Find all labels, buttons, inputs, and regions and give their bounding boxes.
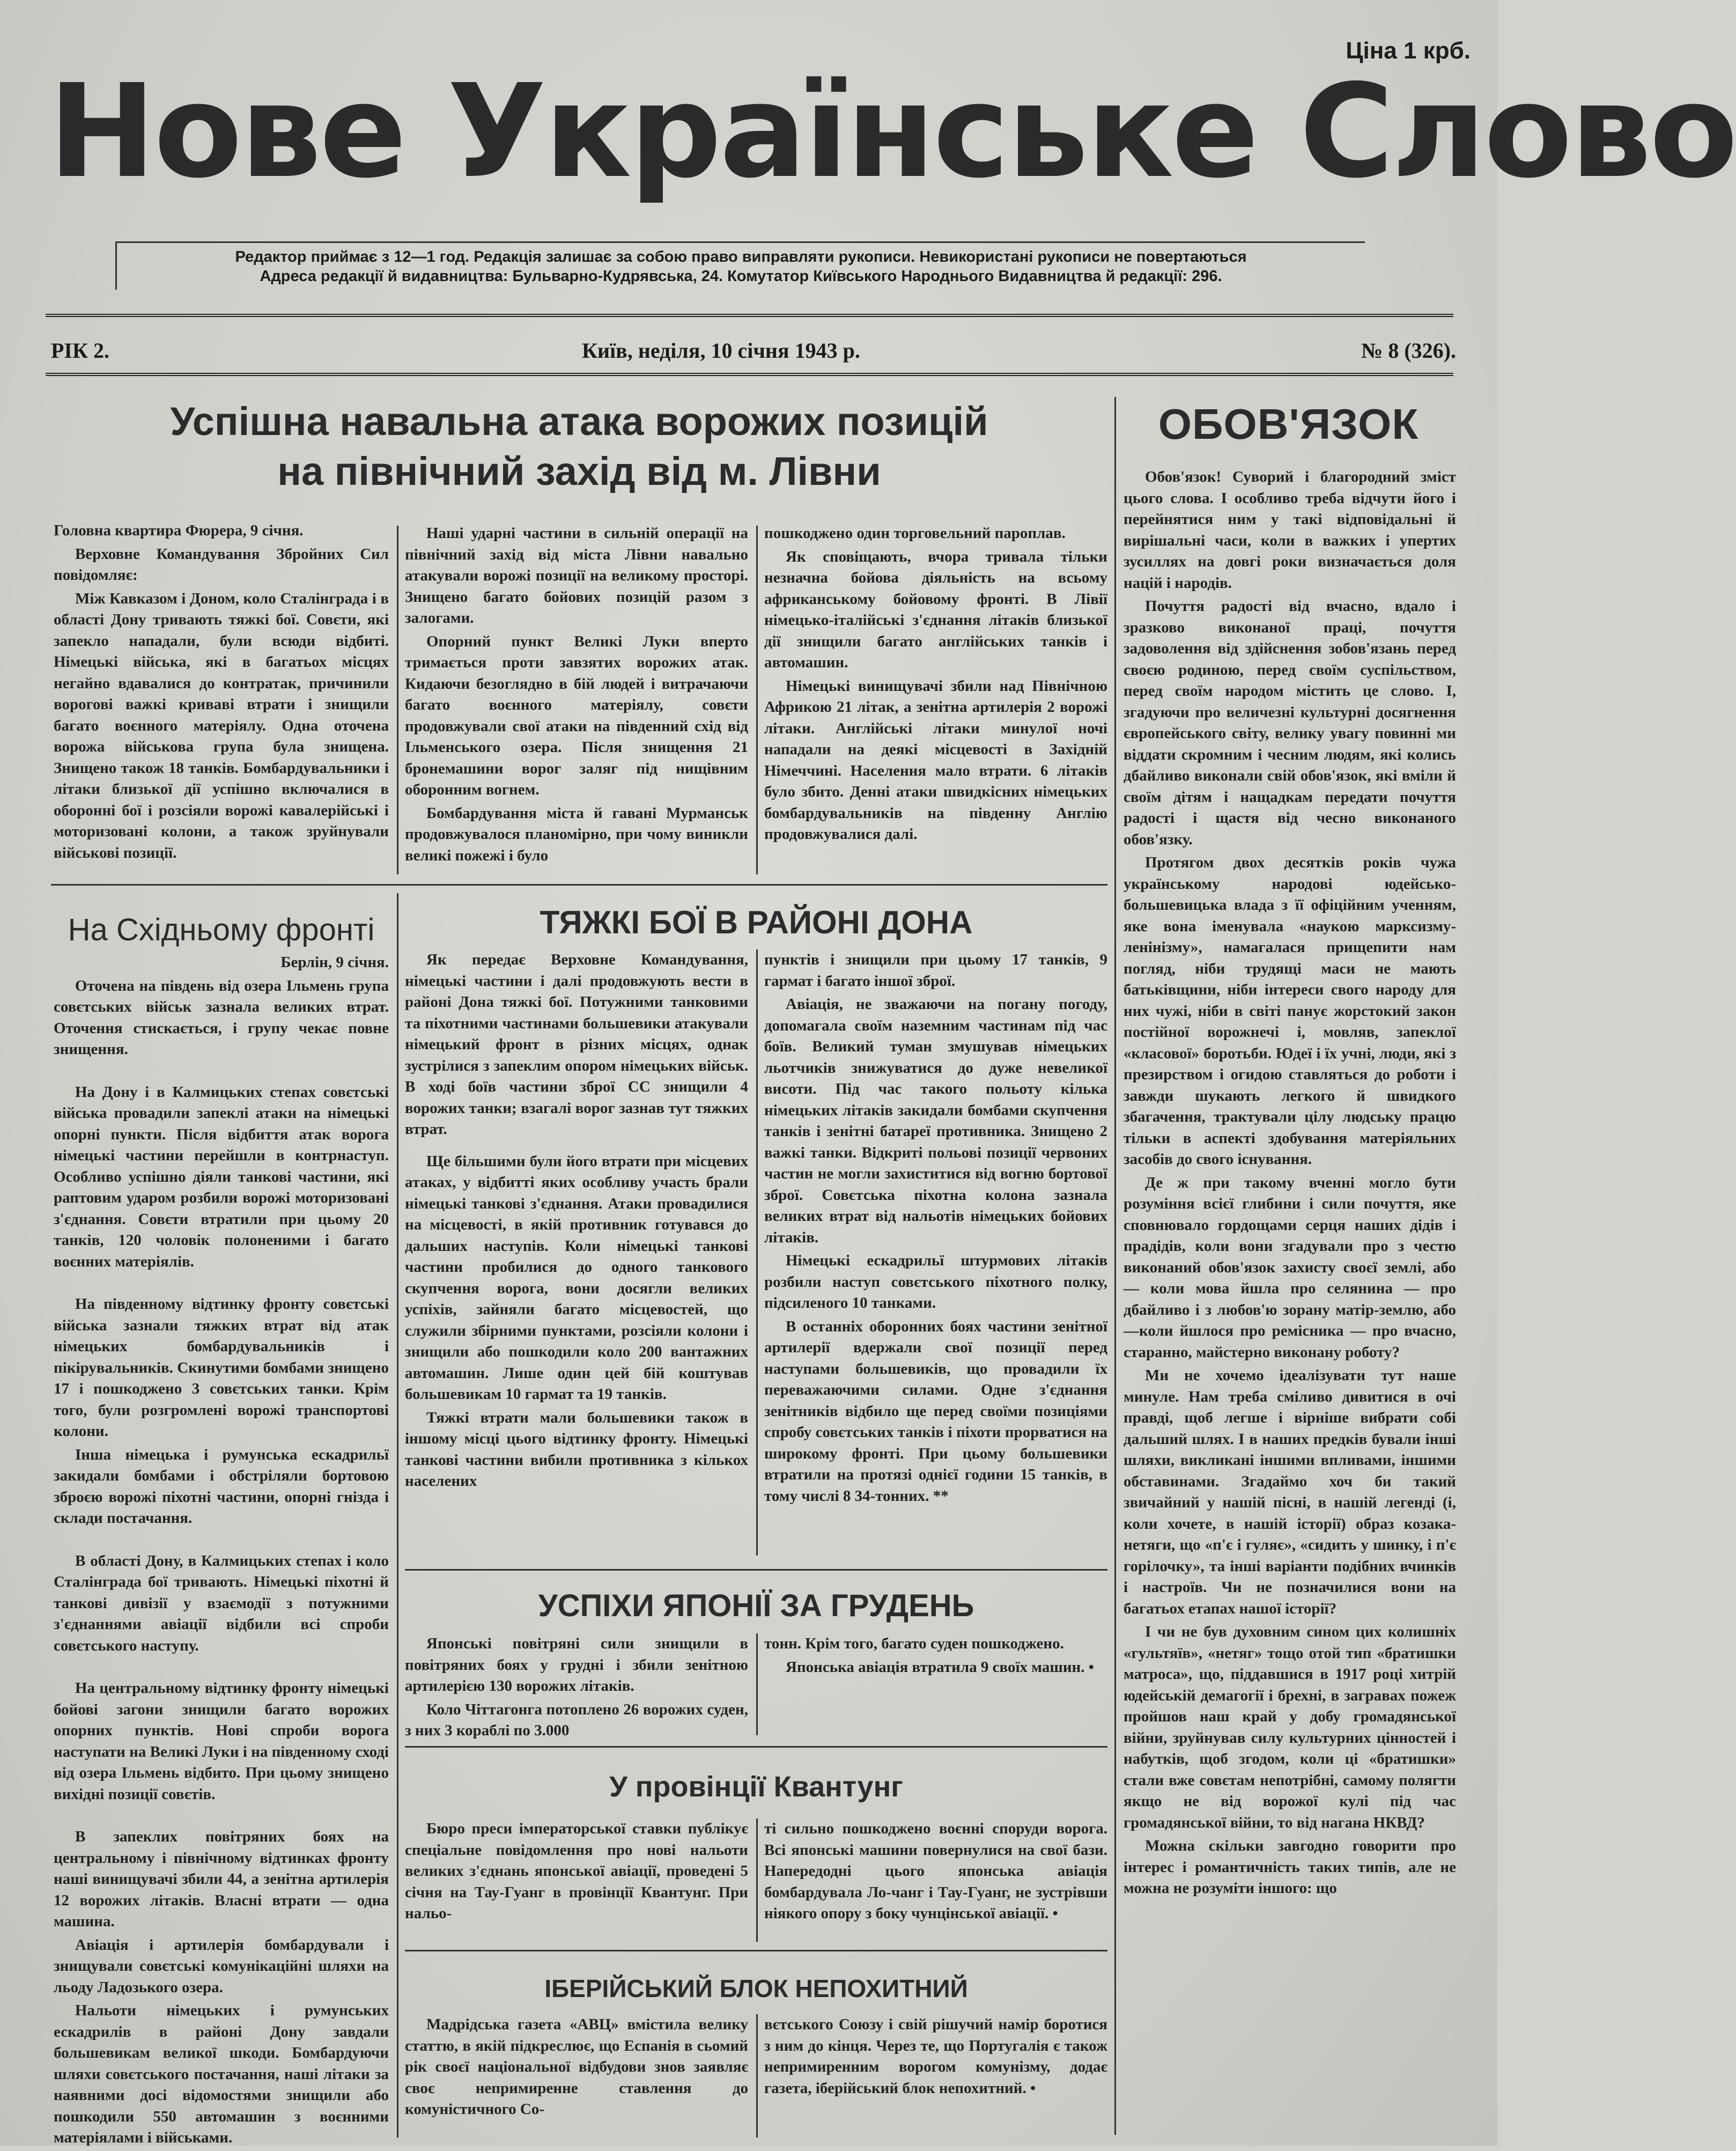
duty-paragraph: Можна скільки завгодно говорити про інтерес і романтичність таких типів, але не можна не розуміти іншого: що	[1124, 1837, 1456, 1897]
lead-paragraph: Між Кавказом і Доном, коло Сталінграда і в області Дону тривають тяжкі бої. Совєти, які запекло нападали, були всюди відбиті. Німецькі війська, які в багатьох місцях негайно вдавалися до контратак, причинили ворогові важкі криваві втрати і знищили багато воєнного матеріялу. Одна оточена ворожа військова група була знищена. Знищено також 18 танків. Бомбардувальники і літаки близької дії успішно включалися в оборонні бої і розсіяли ворожі кавалерійські і моторизовані колони, а також зруйнували військові позиції.	[54, 590, 389, 861]
column-rule	[756, 1633, 758, 1735]
column-rule	[756, 2014, 758, 2138]
eastern-front-paragraph: В запеклих повітряних боях на центральному і північному відтинках фронту наші винищувачі збили 44, а зенітна артилерія 12 ворожих літаків. Власні втрати — одна машина.	[54, 1828, 389, 1930]
don-paragraph: Як передає Верховне Командування, німецькі частини і далі продовжують вести в районі Дона тяжкі бої. Потужними танковими та піхотними частинами большевики атакували німецький фронт в різних місцях, однак зустрілися з запеклим опором німецьких військ. В ході боїв частини зброї СС знищили 4 ворожих танки; взагалі ворог зазнав тут тяжких втрат.	[405, 951, 748, 1138]
don-paragraph: пунктів і знищили при цьому 17 танків, 9 гармат і багато іншої зброї.	[764, 951, 1107, 990]
eastern-front-paragraph: Нальоти німецьких і румунських ескадрилів в районі Дону завдали большевикам великої шкоди. Бомбардуючи шляхи совєтського постачання, наші літаки за наявними досі відомостями знищили або пошкодили 550 автомашин з воєнними матеріялами і військами.	[54, 2002, 389, 2146]
lead-paragraph: Верховне Командування Збройних Сил повідомляє:	[54, 545, 389, 584]
year-label: РІК 2.	[51, 338, 110, 363]
don-col-2	[764, 949, 1107, 1509]
kwangtung-paragraph: Бюро преси імператорської ставки публікує спеціальне повідомлення про нові нальоти великих з'єднань японської авіації, проведені 5 січня на Тау-Гуанг в провінції Квантунг. При нальо-	[405, 1820, 748, 1922]
don-paragraph: В останніх оборонних боях частини зенітної артилерії вдержали свої позиції перед наступами большевиків, що провадили їх переважаючими силами. Одне з'єднання зенітників відбило ще перед своїми позиціями спробу совєтських танків і піхоти прорватися на широкому фронті. При цьому большевики втратили на протязі однієї години 15 танків, в тому числі 8 34-тонних. **	[764, 1317, 1107, 1505]
kwangtung-heading: У провінції Квантунг	[609, 1771, 903, 1803]
japan-col-1	[405, 1633, 748, 1744]
column-rule	[756, 949, 758, 1556]
lead-paragraph: Наші ударні частини в сильній операції на північний захід від міста Лівни навально атакували ворожі позиції на великому просторі. Знищено багато бойових позицій разом з залогами.	[405, 525, 748, 627]
iberia-paragraph: Мадрідська газета «АВЦ» вмістила велику статтю, в якій підкреслює, що Еспанія в сьомий рік своєї національної відбудови знов заявляє своє непримиренне ставлення до комуністичного Со-	[405, 2016, 748, 2118]
header-rule-top	[46, 314, 1453, 317]
column-rule	[756, 1818, 758, 1942]
lead-paragraph: Як сповіщають, вчора тривала тільки незначна бойова діяльність на всьому африканському бойовому фронті. В Лівії німецько-італійські з'єднання літаків близької дії знищили багато англійських танків і автомашин.	[764, 548, 1107, 671]
issue-number: № 8 (326).	[1361, 338, 1456, 363]
column-rule	[397, 893, 398, 2138]
price-label: Ціна 1 крб.	[1346, 38, 1471, 64]
eastern-front-paragraph: Оточена на південь від озера Ільмень група совєтських військ зазнала великих втрат. Оточення стискається, і групу чекає повне знищення.	[54, 977, 389, 1058]
duty-column	[1124, 467, 1456, 1902]
eastern-front-dateline: Берлін, 9 січня.	[280, 954, 389, 971]
lead-col-2	[405, 523, 748, 868]
duty-paragraph: І чи не був духовним сином цих колишніх «гультяїв», «нетяг» тощо отой тип «братишки матроса», що, піддавшися в 1917 році хитрій юдейській демагогії і брехні, в загравах пожеж пройшов наш край у добу громадянської війни, зруйнував силу культурних цінностей і набутків, щоб згодом, коли ці «братишки» стали вже совєтам непотрібні, самому полягти якщо не від ворожої кулі під час громадянської війни, то від нагана НКВД?	[1124, 1623, 1456, 1831]
column-rule	[397, 526, 398, 874]
lead-col-1	[54, 520, 389, 866]
lead-paragraph: Німецькі винищувачі збили над Північною Африкою 21 літак, а зенітна артилерія 2 ворожі літаки. Англійські літаки минулої ночі нападали на деякі місцевості в Західній Німеччині. Населення мало втрати. 6 літаків було збито. Денні атаки швидкісних німецьких бомбардувальників на південну Англію продовжувалися далі.	[764, 677, 1107, 843]
duty-paragraph: Ми не хочемо ідеалізувати тут наше минуле. Нам треба сміливо дивитися в очі правді, щоб легше і вірніше вибрати собі дальший шлях. І в наших предків бували інші шляхи, викликані іншими впливами, іншими обставинами. Згадаймо хоч би такий звичайний у нашій пісні, в нашій легенді (і, коли хочете, в нашій історії) образ козака-нетяги, що «п'є і гуляє», «сидить у шинку, і п'є горілочку», та інші варіанти подібних вчинків і настроїв. Чи не позначилися вони на багатьох етапах нашої історії?	[1124, 1367, 1456, 1617]
japan-paragraph: Японські повітряні сили знищили в повітряних боях у грудні і збили зенітною артилерією 130 ворожих літаків.	[405, 1635, 748, 1695]
eastern-front-paragraph: Інша німецька і румунська ескадрильї закидали бомбами і обстріляли бортовою зброєю ворожі піхотні частини, опорні гнізда і склади постачання.	[54, 1446, 389, 1527]
section-rule	[405, 1569, 1107, 1571]
section-rule	[405, 1746, 1107, 1748]
lead-headline	[51, 397, 1107, 496]
lead-paragraph: пошкоджено один торговельний пароплав.	[764, 525, 1066, 542]
lead-paragraph: Бомбардування міста й гавані Мурманськ продовжувалося планомірно, при чому виникли великі пожежі і було	[405, 804, 748, 864]
duty-paragraph: Де ж при такому вченні могло бути розуміння всієї глибини і сили почуття, яке сповнювало гордощами серця наших дідів і прадідів, коли вони згадували про з честю виконаний обов'язок захисту своєї землі, або — коли мова йшла про селянина — про дбайливо і з любов'ю зорану матір-землю, або—коли йшлося про ремісника — про вчасно, старанно, майстерно виконану роботу?	[1124, 1174, 1456, 1361]
place-date: Київ, неділя, 10 січня 1943 р.	[582, 338, 860, 363]
japan-paragraph: Японська авіація втратила 9 своїх машин. •	[786, 1658, 1094, 1676]
kwangtung-col-1	[405, 1818, 748, 1927]
editorial-info-line1: Редактор приймає з 12—1 год. Редакція залишає за собою право виправляти рукописи. Невикористані рукописи не повертаються	[235, 248, 1247, 266]
don-col-1	[405, 949, 748, 1494]
duty-paragraph: Протягом двох десятків років чужа українському народові юдейсько-большевицька влада з її офіційним ученням, яке вона іменувала «наукою марксизму-ленінізму», намагалася прищепити нам погляд, ніби трудящі маси не мають батьківщини, ніби інтереси свого народу для них чужі, ніби в світі панує жорстокий закон постійної ворожнечі і, мовляв, запеклої «класової» боротьби. Юдеї і їх учні, люди, які з презирством і огидою ставляться до роботи і завжди шукають легкого й швидкого збагачення, трактували цілу людську працю тільки в аспекті здобування матеріяльних засобів до свого існування.	[1124, 854, 1456, 1168]
header-rule-bottom	[46, 373, 1453, 376]
japan-paragraph: тонн. Крім того, багато суден пошкоджено.	[764, 1635, 1064, 1652]
eastern-front-paragraph: Авіація і артилерія бомбардували і знищували совєтські комунікаційні шляхи на льоду Ладозького озера.	[54, 1936, 389, 1996]
japan-heading: УСПІХИ ЯПОНІЇ ЗА ГРУДЕНЬ	[538, 1588, 974, 1623]
lead-dateline: Головна квартира Фюрера, 9 січня.	[54, 522, 304, 539]
eastern-front-paragraph: На центральному відтинку фронту німецькі бойові загони знищили багато ворожих опорних пунктів. Нові спроби ворога наступати на Великі Луки і на південному сході від озера Ільмень відбито. При цьому знищено вихідні позиції совєтів.	[54, 1679, 389, 1803]
don-paragraph: Авіація, не зважаючи на погану погоду, допомагала своїм наземним частинам під час боїв. Великий туман змушував німецьких льотчиків знижуватися до дуже невеликої висоти. Під час такого польоту кілька німецьких літаків закидали бомбами скупчення танків і зенітні батареї противника. Знищено 2 важкі танки. Відкриті польові позиції червоних частин не могли захиститися від вогню бортової зброї. Совєтська піхотна колона зазнала великих втрат від нальотів німецьких бойових літаків.	[764, 996, 1107, 1246]
duty-paragraph: Почуття радості від вчасно, вдало і зразково виконаної праці, почуття задоволення від здійснення зобов'язань перед своєю родиною, перед своїм суспільством, перед своїм народом містить це слово. І, згадуючи про величезні культурні досягнення європейського світу, велику увагу повинні ми віддати скромним і чесним людям, які колись дбайливо виконали свій обов'язок, які вміли й своїм дітям і нащадкам передати почуття радості і щастя від чесно виконаного обов'язку.	[1124, 598, 1456, 848]
dateline	[51, 338, 1456, 370]
japan-paragraph: Коло Чіттагонга потоплено 26 ворожих суден, з них 3 кораблі по 3.000	[405, 1700, 748, 1739]
don-heading: ТЯЖКІ БОЇ В РАЙОНІ ДОНА	[540, 904, 973, 940]
don-paragraph: Тяжкі втрати мали большевики також в іншому місці цього відтинку фронту. Німецькі танкові частини вибили противника з кількох населених	[405, 1409, 748, 1490]
eastern-front-heading: На Східньому фронті	[68, 912, 375, 947]
section-rule	[51, 884, 1107, 886]
lead-paragraph: Опорний пункт Великі Луки вперто тримається проти завзятих ворожих атак. Кидаючи безоглядно в бій людей і витрачаючи багато воєнного матеріялу, совєти продовжували свої атаки на південний схід від Ільменського озера. Після знищення 21 бронемашини ворог заляг під нищівним оборонним вогнем.	[405, 632, 748, 798]
lead-headline-line2: на північний захід від м. Лівни	[277, 448, 881, 493]
column-rule	[756, 526, 758, 874]
editorial-info-box	[115, 241, 1365, 290]
iberia-col-2	[764, 2014, 1107, 2101]
kwangtung-paragraph: ті сильно пошкоджено воєнні споруди ворога. Всі японські машини повернулися на свої бази. Напередодні цього японська авіація бомбардувала Ло-чанг і Тау-Гуанг, не зустрівши ніякого опору з боку чунцінської авіації. •	[764, 1820, 1107, 1922]
kwangtung-col-2	[764, 1818, 1107, 1927]
eastern-front-paragraph: На Дону і в Калмицьких степах совєтські війська провадили запеклі атаки на німецькі опорні пункти. Після відбиття атак ворога німецькі частини перейшли в контрнаступ. Особливо успішно діяли танкові частини, які раптовим ударом розбили ворожі моторизовані з'єднання. Совєти втратили при цьому 20 танків, 120 чоловік полоненими і багато воєнних матеріялів.	[54, 1083, 389, 1270]
iberia-heading: ІБЕРІЙСЬКИЙ БЛОК НЕПОХИТНИЙ	[544, 1975, 968, 2002]
eastern-front-column	[54, 952, 389, 2151]
masthead-title: Нове Українське Слово	[48, 56, 1736, 207]
don-paragraph: Німецькі ескадрильї штурмових літаків розбили наступ совєтського піхотного полку, підсиленого 10 танками.	[764, 1252, 1107, 1312]
editorial-info-line2: Адреса редакції й видавництва: Бульварно-Кудрявська, 24. Комутатор Київського Народнього Видавництва й редакції: 296.	[260, 268, 1222, 285]
iberia-paragraph: вєтського Союзу і свій рішучий намір боротися з ним до кінця. Через те, що Португалія є також непримиренним ворогом комунізму, додає газета, іберійський блок непохитний. •	[764, 2016, 1107, 2097]
iberia-col-1	[405, 2014, 748, 2123]
column-rule-right	[1114, 397, 1116, 2135]
section-rule	[405, 1950, 1107, 1951]
eastern-front-paragraph: На південному відтинку фронту совєтські війська зазнали тяжких втрат від атак німецьких бомбардувальників і пікірувальників. Скинутими бомбами знищено 17 і пошкоджено 3 совєтських танки. Крім того, були розгромлені ворожі транспортові колони.	[54, 1295, 389, 1440]
don-paragraph: Ще більшими були його втрати при місцевих атаках, у відбитті яких особливу участь брали німецькі танкові з'єднання. Атаки провадилися на місцевості, в якій противник готувався до дальших наступів. Коли німецькі танкові частини пробилися до одного танкового скупчення ворога, вони досягли великих успіхів, зайняли багато місцевостей, що служили збірними пунктами, розсіяли колони і знищили або пошкодили коло 200 вантажних автомашин. Лише один цей бій коштував большевикам 10 гармат та 19 танків.	[405, 1152, 748, 1403]
lead-headline-line1: Успішна навальна атака ворожих позицій	[170, 399, 988, 444]
eastern-front-paragraph: В області Дону, в Калмицьких степах і коло Сталінграда бої тривають. Німецькі піхотні й танкові дивізії у взаємодії з потужними з'єднаннями авіації відбили всі спроби совєтського наступу.	[54, 1552, 389, 1654]
duty-paragraph: Обов'язок! Суворий і благородний зміст цього слова. І особливо треба відчути його і перейнятися ним у такі відповідальні й вирішальні часи, коли в важких і упертих зусиллях на довгі роки визначається доля націй і народів.	[1124, 468, 1456, 592]
japan-col-2	[764, 1633, 1107, 1680]
duty-heading: ОБОВ'ЯЗОК	[1158, 400, 1419, 448]
lead-col-3	[764, 523, 1107, 848]
